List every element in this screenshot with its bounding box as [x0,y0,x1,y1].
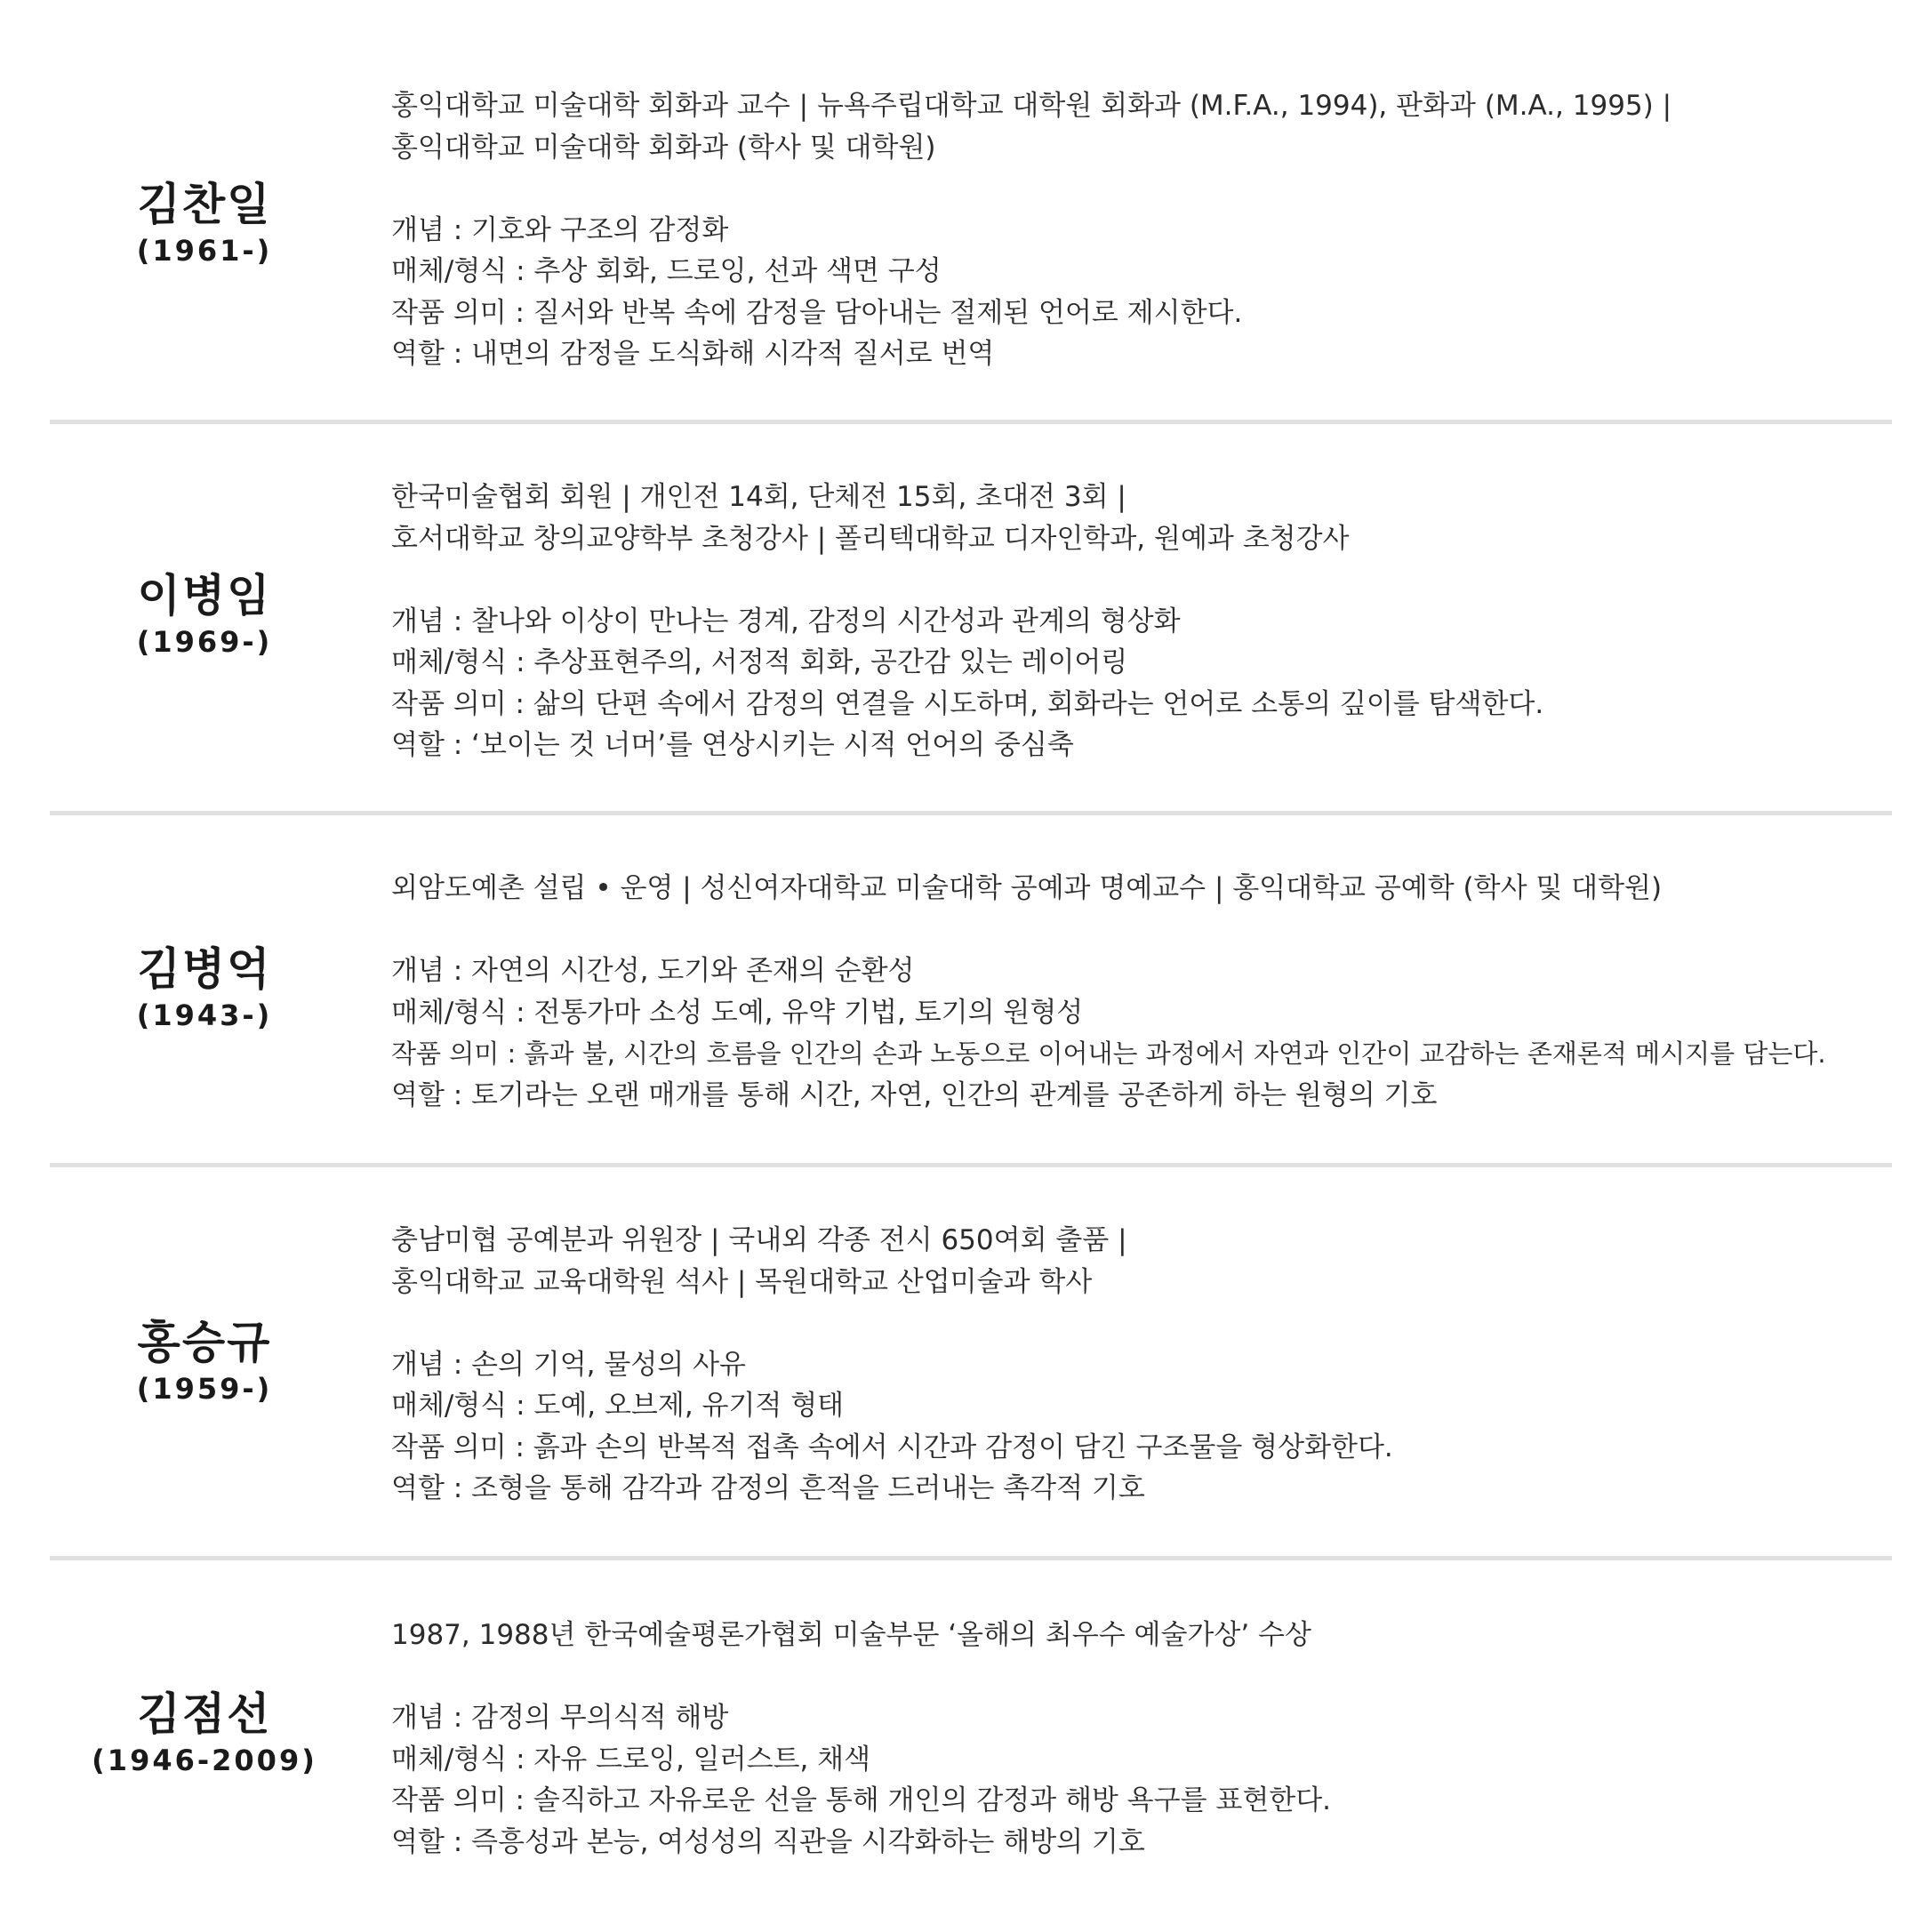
meaning-line: 작품 의미 : 흙과 손의 반복적 접촉 속에서 시간과 감정이 담긴 구조물을 형상화한다. [391,1431,1393,1463]
bio-line: 홍익대학교 교육대학원 석사 | 목원대학교 산업미술과 학사 [391,1265,1093,1298]
artist-years: (1943-) [136,998,273,1032]
bio-line: 홍익대학교 미술대학 회화과 교수 | 뉴욕주립대학교 대학원 회화과 (M.F.A., 1994), 판화과 (M.A., 1995) | [391,90,1672,122]
role-line: 역할 : 즉흥성과 본능, 여성성의 직관을 시각화하는 해방의 기호 [391,1825,1145,1858]
meaning-line: 작품 의미 : 삶의 단편 속에서 감정의 연결을 시도하며, 회화라는 언어로 소통의 깊이를 탐색한다. [391,687,1544,720]
section-divider [50,1556,1892,1560]
artist-info [391,1615,1894,1863]
artist-name-block [50,942,359,1035]
artist-name: 이병임 [137,570,272,621]
artist-info [391,477,1894,766]
role-line: 역할 : ‘보이는 것 너머’를 연상시키는 시적 언어의 중심축 [391,729,1074,761]
medium-line: 매체/형식 : 추상표현주의, 서정적 회화, 공간감 있는 레이어링 [391,646,1128,678]
artist-name: 홍승규 [137,1317,272,1368]
role-line: 역할 : 내면의 감정을 도식화해 시각적 질서로 번역 [391,338,995,370]
meaning-line: 작품 의미 : 질서와 반복 속에 감정을 담아내는 절제된 언어로 제시한다. [391,296,1243,329]
artist-years: (1969-) [136,625,273,659]
artist-name: 김점선 [137,1688,272,1740]
medium-line: 매체/형식 : 자유 드로잉, 일러스트, 채색 [391,1743,871,1776]
bio-line: 외암도예촌 설립 • 운영 | 성신여자대학교 미술대학 공예과 명예교수 | 홍익대학교 공예학 (학사 및 대학원) [391,872,1663,904]
section-divider [50,811,1892,815]
artist-name: 김찬일 [137,179,272,230]
bio-line: 한국미술협회 회원 | 개인전 14회, 단체전 15회, 초대전 3회 | [391,481,1126,513]
concept-line: 개념 : 기호와 구조의 감정화 [391,213,729,246]
artist-name-block [50,178,359,270]
medium-line: 매체/형식 : 추상 회화, 드로잉, 선과 색면 구성 [391,255,942,287]
bio-line: 1987, 1988년 한국예술평론가협회 미술부문 ‘올해의 최우수 예술가상’ 수상 [391,1619,1311,1651]
concept-line: 개념 : 손의 기억, 물성의 사유 [391,1348,746,1381]
bio-line: 호서대학교 창의교양학부 초청강사 | 폴리텍대학교 디자인학과, 원예과 초청강사 [391,522,1350,555]
role-line: 역할 : 토기라는 오랜 매개를 통해 시간, 자연, 인간의 관계를 공존하게 하는 원형의 기호 [391,1078,1438,1111]
meaning-line: 작품 의미 : 솔직하고 자유로운 선을 통해 개인의 감정과 해방 욕구를 표현한다. [391,1784,1332,1816]
concept-line: 개념 : 자연의 시간성, 도기와 존재의 순환성 [391,955,915,987]
artist-years: (1959-) [136,1372,273,1406]
medium-line: 매체/형식 : 도예, 오브제, 유기적 형태 [391,1390,845,1422]
artist-info [391,1220,1894,1510]
artist-name: 김병억 [137,943,272,995]
artist-name-block [50,1687,359,1780]
artist-name-block [50,1316,359,1408]
bio-line: 홍익대학교 미술대학 회화과 (학사 및 대학원) [391,131,936,164]
artist-years: (1961-) [136,234,273,268]
meaning-line: 작품 의미 : 흙과 불, 시간의 흐름을 인간의 손과 노동으로 이어내는 과정에서 자연과 인간이 교감하는 존재론적 메시지를 담는다. [391,1038,1826,1069]
section-divider [50,420,1892,424]
concept-line: 개념 : 찰나와 이상이 만나는 경계, 감정의 시간성과 관계의 형상화 [391,605,1181,637]
artist-info [391,868,1894,1116]
section-divider [50,1163,1892,1167]
artist-years: (1946-2009) [92,1744,317,1777]
artist-info [391,85,1894,375]
medium-line: 매체/형식 : 전통가마 소성 도예, 유약 기법, 토기의 원형성 [391,996,1084,1029]
role-line: 역할 : 조형을 통해 감각과 감정의 흔적을 드러내는 촉각적 기호 [391,1472,1145,1504]
artist-name-block [50,569,359,661]
bio-line: 충남미협 공예분과 위원장 | 국내외 각종 전시 650여회 출품 | [391,1224,1127,1256]
concept-line: 개념 : 감정의 무의식적 해방 [391,1702,729,1734]
